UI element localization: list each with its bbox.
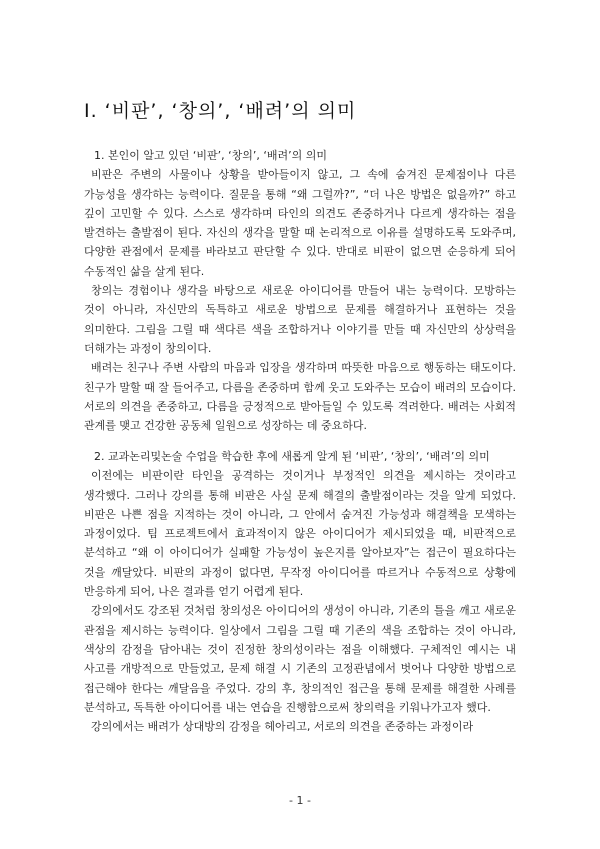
page-number: - 1 - (289, 794, 311, 807)
section-2-heading: 2. 교과논리및논술 수업을 학습한 후에 새롭게 알게 된 ‘비판’, ‘창의’, ‘배려’의 의미 (94, 450, 490, 463)
section-1 (84, 146, 516, 435)
section-1-heading: 1. 본인이 알고 있던 ‘비판’, ‘창의’, ‘배려’의 의미 (94, 149, 327, 162)
section-1-paragraph-critique: 비판은 주변의 사물이나 상황을 받아들이지 않고, 그 속에 숨겨진 문제점이나 다른 가능성을 생각하는 능력이다. 질문을 통해 “왜 그럴까?”, “더 나은 방법은 없을까?” 하고 깊이 고민할 수 있다. 스스로 생각하며 타인의 의견도 존중하거나 다르게 생각하는 점을 발견하는 출발점이 된다. 자신의 생각을 말할 때 논리적으로 이유를 설명하도록 도와주며, 다양한 관점에서 문제를 바라보고 판단할 수 있다. 반대로 비판이 없으면 순응하게 되어 수동적인 삶을 살게 된다. (84, 168, 516, 278)
section-1-paragraph-consideration: 배려는 친구나 주변 사람의 마음과 입장을 생각하며 따뜻한 마음으로 행동하는 태도이다. 친구가 말할 때 잘 들어주고, 다름을 존중하며 함께 웃고 도와주는 모습이 배려의 모습이다. 서로의 의견을 존중하고, 다름을 긍정적으로 받아들일 수 있도록 격려한다. 배려는 사회적 관계를 맺고 건강한 공동체 일원으로 성장하는 데 중요하다. (84, 361, 516, 433)
section-1-paragraph-creativity: 창의는 경험이나 생각을 바탕으로 새로운 아이디어를 만들어 내는 능력이다. 모방하는 것이 아니라, 자신만의 독특하고 새로운 방법으로 문제를 해결하거나 표현하는 것을 의미한다. 그림을 그릴 때 색다른 색을 조합하거나 이야기를 만들 때 자신만의 상상력을 더해가는 과정이 창의이다. (84, 284, 516, 355)
section-2-paragraph-critique: 이전에는 비판이란 타인을 공격하는 것이거나 부정적인 의견을 제시하는 것이라고 생각했다. 그러나 강의를 통해 비판은 사실 문제 해결의 출발점이라는 것을 알게 되었다. 비판은 나쁜 점을 지적하는 것이 아니라, 그 안에서 숨겨진 가능성과 해결책을 모색하는 과정이었다. 팀 프로젝트에서 효과적이지 않은 아이디어가 제시되었을 때, 비판적으로 분석하고 “왜 이 아이디어가 실패할 가능성이 높은지를 알아보자”는 접근이 필요하다는 것을 깨달았다. 비판의 과정이 없다면, 무작정 아이디어를 따르거나 수동적으로 상황에 반응하게 되어, 나은 결과를 얻기 어렵게 된다. (84, 469, 516, 599)
section-2 (84, 447, 516, 736)
section-2-paragraph-consideration: 강의에서는 배려가 상대방의 감정을 헤아리고, 서로의 의견을 존중하는 과정이라 (91, 720, 474, 734)
page-title: I. ‘비판’, ‘창의’, ‘배려’의 의미 (84, 100, 357, 122)
section-2-paragraph-creativity: 강의에서도 강조된 것처럼 창의성은 아이디어의 생성이 아니라, 기존의 틀을 깨고 새로운 관점을 제시하는 능력이다. 일상에서 그림을 그릴 때 기존의 색을 조합하는 것이 아니라, 색상의 감정을 담아내는 것이 진정한 창의성이라는 점을 이해했다. 구체적인 예시는 내 사고를 개방적으로 만들었고, 문제 해결 시 기존의 고정관념에서 벗어나 다양한 방법으로 접근해야 한다는 깨달음을 주었다. 강의 후, 창의적인 접근을 통해 문제를 해결한 사례를 분석하고, 독특한 아이디어를 내는 연습을 진행함으로써 창의력을 키워나가고자 했다. (84, 604, 516, 714)
